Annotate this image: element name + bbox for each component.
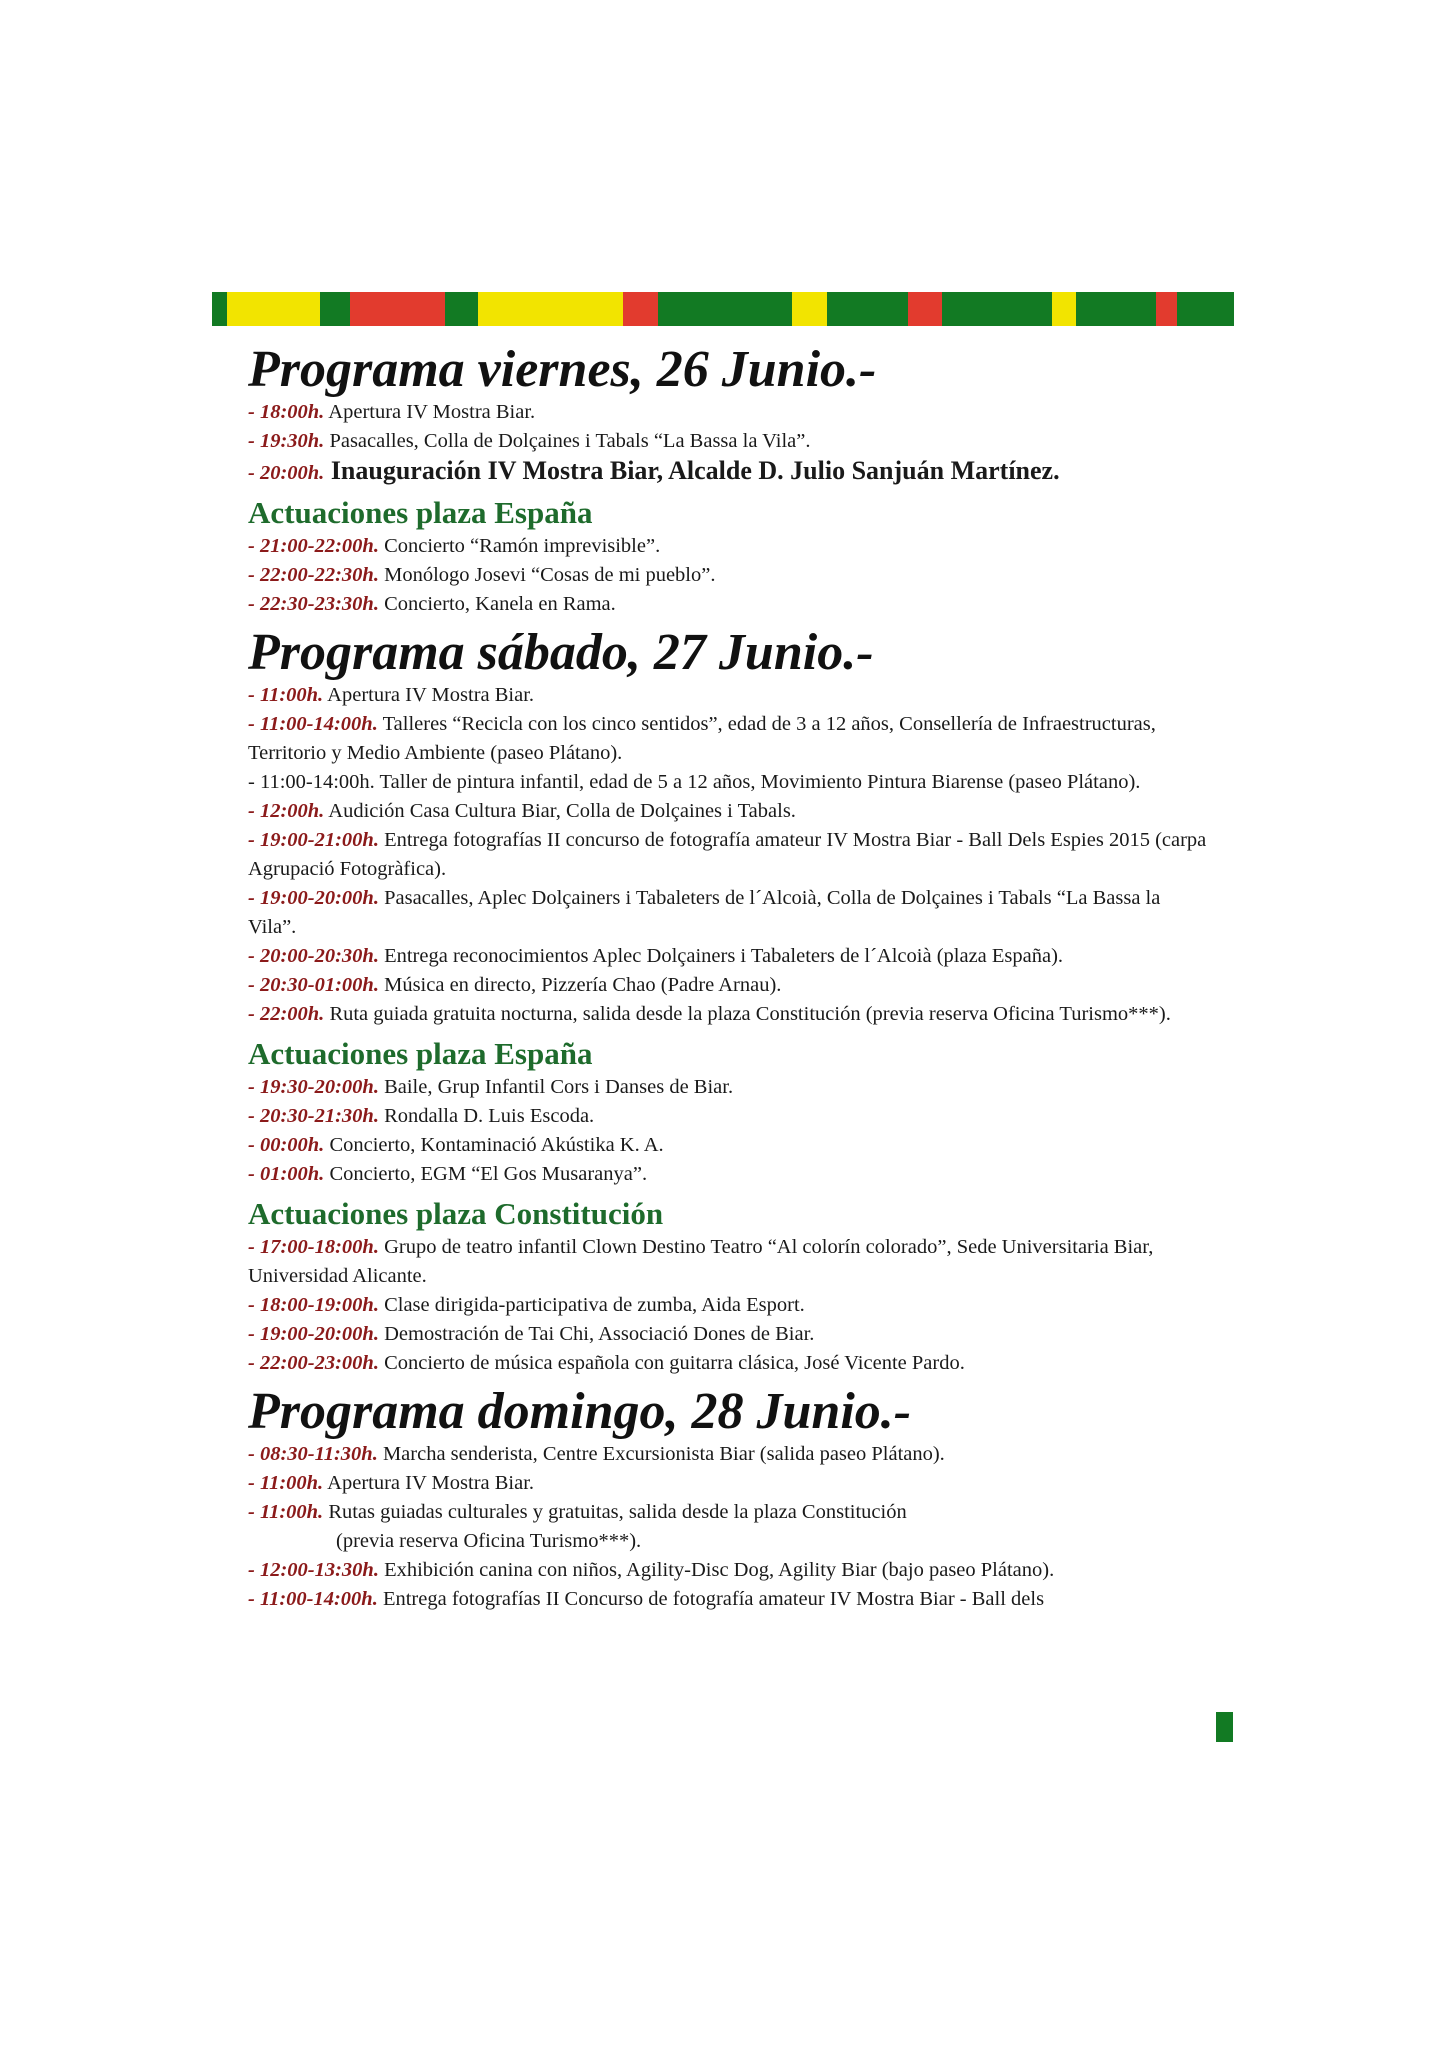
schedule-entry: [248, 427, 1208, 456]
entry-continuation: (previa reserva Oficina Turismo***).: [336, 1530, 642, 1552]
stripe-segment: [445, 292, 478, 326]
schedule-entry: [248, 1320, 1208, 1349]
entry-description: Concierto, Kanela en Rama.: [378, 593, 616, 615]
day-title: Programa domingo, 28 Junio.-: [248, 1383, 912, 1440]
entry-time: - 19:00-21:00h.: [248, 829, 379, 851]
stripe-segment: [350, 292, 445, 326]
entry-description: Monólogo Josevi “Cosas de mi pueblo”.: [378, 564, 716, 586]
entry-time: - 18:00-19:00h.: [248, 1294, 379, 1316]
stripe-segment: [1052, 292, 1076, 326]
entry-description: Música en directo, Pizzería Chao (Padre Arnau).: [378, 974, 782, 996]
entry-description: Apertura IV Mostra Biar.: [323, 684, 535, 706]
stripe-segment: [320, 292, 350, 326]
schedule-entry: [248, 1102, 1208, 1131]
entry-time: - 18:00h.: [248, 401, 325, 423]
section-title: Actuaciones plaza España: [248, 495, 593, 530]
entry-description: Exhibición canina con niños, Agility-Disc Dog, Agility Biar (bajo paseo Plátano).: [378, 1559, 1055, 1581]
entry-time: - 12:00-13:30h.: [248, 1559, 379, 1581]
entry-description: Rondalla D. Luis Escoda.: [378, 1105, 595, 1127]
entry-time: - 12:00h.: [248, 800, 325, 822]
entry-time: - 19:00-20:00h.: [248, 887, 379, 909]
stripe-segment: [827, 292, 908, 326]
schedule-entry: [248, 681, 1208, 710]
entry-description: Ruta guiada gratuita nocturna, salida desde la plaza Constitución (previa reserva Oficina Turismo***).: [324, 1003, 1171, 1025]
program-content: [248, 342, 1208, 1614]
entry-time: - 20:00h.: [248, 462, 325, 484]
entry-time: - 11:00h.: [248, 1501, 324, 1523]
schedule-entry: [248, 1440, 1208, 1469]
schedule-entry: [248, 1233, 1208, 1291]
day-title: Programa viernes, 26 Junio.-: [248, 341, 877, 398]
stripe-segment: [1156, 292, 1177, 326]
entry-time: - 11:00h.: [248, 684, 324, 706]
schedule-entry: [248, 1556, 1208, 1585]
entry-time: - 08:30-11:30h.: [248, 1443, 378, 1465]
schedule-entry: [248, 590, 1208, 619]
schedule-entry: [248, 710, 1208, 768]
entry-time: - 19:00-20:00h.: [248, 1323, 379, 1345]
stripe-segment: [942, 292, 1052, 326]
entry-description: Entrega reconocimientos Aplec Dolçainers i Tabaleters de l´Alcoià (plaza España).: [378, 945, 1064, 967]
entry-description: Concierto “Ramón imprevisible”.: [378, 535, 661, 557]
schedule-entry: [248, 1131, 1208, 1160]
entry-description: Apertura IV Mostra Biar.: [323, 1472, 535, 1494]
entry-description: Concierto de música española con guitarra clásica, José Vicente Pardo.: [378, 1352, 965, 1374]
entry-time: - 17:00-18:00h.: [248, 1236, 379, 1258]
entry-time: - 22:30-23:30h.: [248, 593, 379, 615]
day-title: Programa sábado, 27 Junio.-: [248, 624, 874, 681]
schedule-entry: [248, 1073, 1208, 1102]
entry-description: Rutas guiadas culturales y gratuitas, salida desde la plaza Constitución: [323, 1501, 907, 1523]
schedule-entry: [248, 456, 1208, 488]
schedule-entry: [248, 797, 1208, 826]
entry-time: - 22:00h.: [248, 1003, 325, 1025]
schedule-entry: [248, 1498, 1208, 1556]
entry-time: - 20:30-01:00h.: [248, 974, 379, 996]
entry-description: Pasacalles, Colla de Dolçaines i Tabals “La Bassa la Vila”.: [324, 430, 811, 452]
schedule-entry: [248, 1469, 1208, 1498]
stripe-segment: [478, 292, 623, 326]
schedule-entry: [248, 1349, 1208, 1378]
entry-time: - 19:30-20:00h.: [248, 1076, 379, 1098]
stripe-segment: [212, 292, 227, 326]
entry-time: - 20:00-20:30h.: [248, 945, 379, 967]
entry-time: - 11:00h.: [248, 1472, 324, 1494]
section-title: Actuaciones plaza Constitución: [248, 1196, 664, 1231]
page-end-marker: [1216, 1712, 1233, 1742]
entry-description: Apertura IV Mostra Biar.: [324, 401, 536, 423]
entry-time: - 11:00-14:00h.: [248, 771, 375, 793]
stripe-segment: [1177, 292, 1234, 326]
schedule-entry: [248, 532, 1208, 561]
entry-description: Clase dirigida-participativa de zumba, Aida Esport.: [378, 1294, 805, 1316]
schedule-entry: [248, 971, 1208, 1000]
color-stripe-decoration: [212, 292, 1234, 326]
entry-time: - 00:00h.: [248, 1134, 325, 1156]
schedule-entry: [248, 1585, 1208, 1614]
entry-description: Concierto, EGM “El Gos Musaranya”.: [324, 1163, 648, 1185]
entry-time: - 21:00-22:00h.: [248, 535, 379, 557]
entry-description: Marcha senderista, Centre Excursionista Biar (salida paseo Plátano).: [377, 1443, 945, 1465]
schedule-entry: [248, 884, 1208, 942]
entry-time: - 11:00-14:00h.: [248, 1588, 378, 1610]
entry-description: Demostración de Tai Chi, Associació Dones de Biar.: [378, 1323, 815, 1345]
entry-time: - 20:30-21:30h.: [248, 1105, 379, 1127]
schedule-entry: [248, 768, 1208, 797]
stripe-segment: [227, 292, 320, 326]
entry-description: Baile, Grup Infantil Cors i Danses de Biar.: [378, 1076, 734, 1098]
schedule-entry: [248, 942, 1208, 971]
entry-description: Entrega fotografías II concurso de fotografía amateur IV Mostra Biar - Ball Dels Espies 2015 (carpa Agrupació Fotogràfica).: [248, 829, 1207, 880]
schedule-entry: [248, 826, 1208, 884]
entry-time: - 11:00-14:00h.: [248, 713, 378, 735]
entry-description: Grupo de teatro infantil Clown Destino Teatro “Al colorín colorado”, Sede Universitaria Biar, Universidad Alicante.: [248, 1236, 1154, 1287]
entry-description: Talleres “Recicla con los cinco sentidos”, edad de 3 a 12 años, Consellería de Infraestructuras, Territorio y Medio Ambiente (paseo Plátano).: [248, 713, 1156, 764]
schedule-entry: [248, 1291, 1208, 1320]
entry-time: - 22:00-23:00h.: [248, 1352, 379, 1374]
stripe-segment: [792, 292, 827, 326]
stripe-segment: [623, 292, 658, 326]
entry-time: - 01:00h.: [248, 1163, 325, 1185]
entry-description: Entrega fotografías II Concurso de fotografía amateur IV Mostra Biar - Ball dels: [377, 1588, 1045, 1610]
entry-description: Concierto, Kontaminació Akústika K. A.: [324, 1134, 664, 1156]
entry-description: Pasacalles, Aplec Dolçainers i Tabaleters de l´Alcoià, Colla de Dolçaines i Tabals “La Bassa la Vila”.: [248, 887, 1161, 938]
schedule-entry: [248, 561, 1208, 590]
entry-time: - 19:30h.: [248, 430, 325, 452]
schedule-entry: [248, 1160, 1208, 1189]
schedule-entry: [248, 398, 1208, 427]
entry-description: Audición Casa Cultura Biar, Colla de Dolçaines i Tabals.: [324, 800, 796, 822]
stripe-segment: [1076, 292, 1156, 326]
entry-description: Taller de pintura infantil, edad de 5 a 12 años, Movimiento Pintura Biarense (paseo Plátano).: [374, 771, 1141, 793]
entry-time: - 22:00-22:30h.: [248, 564, 379, 586]
stripe-segment: [658, 292, 792, 326]
entry-description: Inauguración IV Mostra Biar, Alcalde D. Julio Sanjuán Martínez.: [324, 456, 1060, 485]
schedule-entry: [248, 1000, 1208, 1029]
section-title: Actuaciones plaza España: [248, 1036, 593, 1071]
stripe-segment: [908, 292, 942, 326]
